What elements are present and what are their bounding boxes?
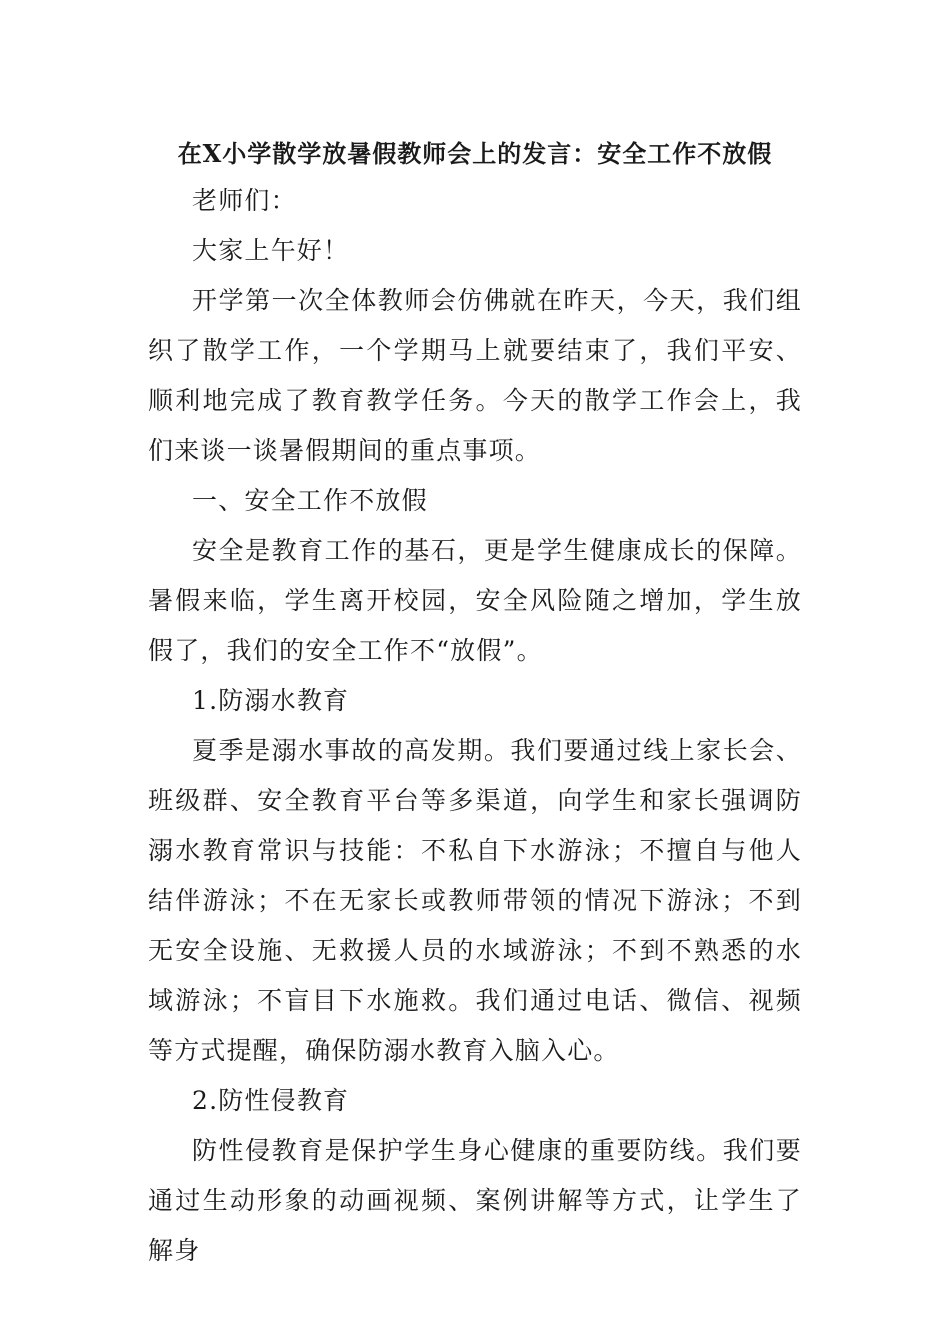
drowning-paragraph: 夏季是溺水事故的高发期。我们要通过线上家长会、班级群、安全教育平台等多渠道，向学生和家长强调防溺水教育常识与技能：不私自下水游泳；不擅自与他人结伴游泳；不在无家长或教师带领的情况下游泳；不到无安全设施、无救援人员的水域游泳；不到不熟悉的水域游泳；不盲目下水施救。我们通过电话、微信、视频等方式提醒，确保防溺水教育入脑入心。 — [148, 736, 802, 1065]
safety-paragraph: 安全是教育工作的基石，更是学生健康成长的保障。暑假来临，学生离开校园，安全风险随之增加，学生放假了，我们的安全工作不“放假”。 — [148, 536, 802, 665]
section-heading-safety: 一、安全工作不放假 — [192, 486, 428, 515]
document-title: 在X小学散学放暑假教师会上的发言：安全工作不放假 — [177, 139, 773, 168]
salutation: 老师们： — [192, 186, 297, 215]
greeting: 大家上午好！ — [192, 236, 350, 265]
subheading-drowning: 1.防溺水教育 — [192, 686, 350, 715]
document-body — [148, 176, 802, 1276]
intro-paragraph: 开学第一次全体教师会仿佛就在昨天，今天，我们组织了散学工作，一个学期马上就要结束了，我们平安、顺利地完成了教育教学任务。今天的散学工作会上，我们来谈一谈暑假期间的重点事项。 — [148, 286, 802, 465]
sexual-assault-paragraph: 防性侵教育是保护学生身心健康的重要防线。我们要通过生动形象的动画视频、案例讲解等方式，让学生了解身 — [148, 1136, 802, 1265]
subheading-sexual-assault: 2.防性侵教育 — [192, 1086, 350, 1115]
